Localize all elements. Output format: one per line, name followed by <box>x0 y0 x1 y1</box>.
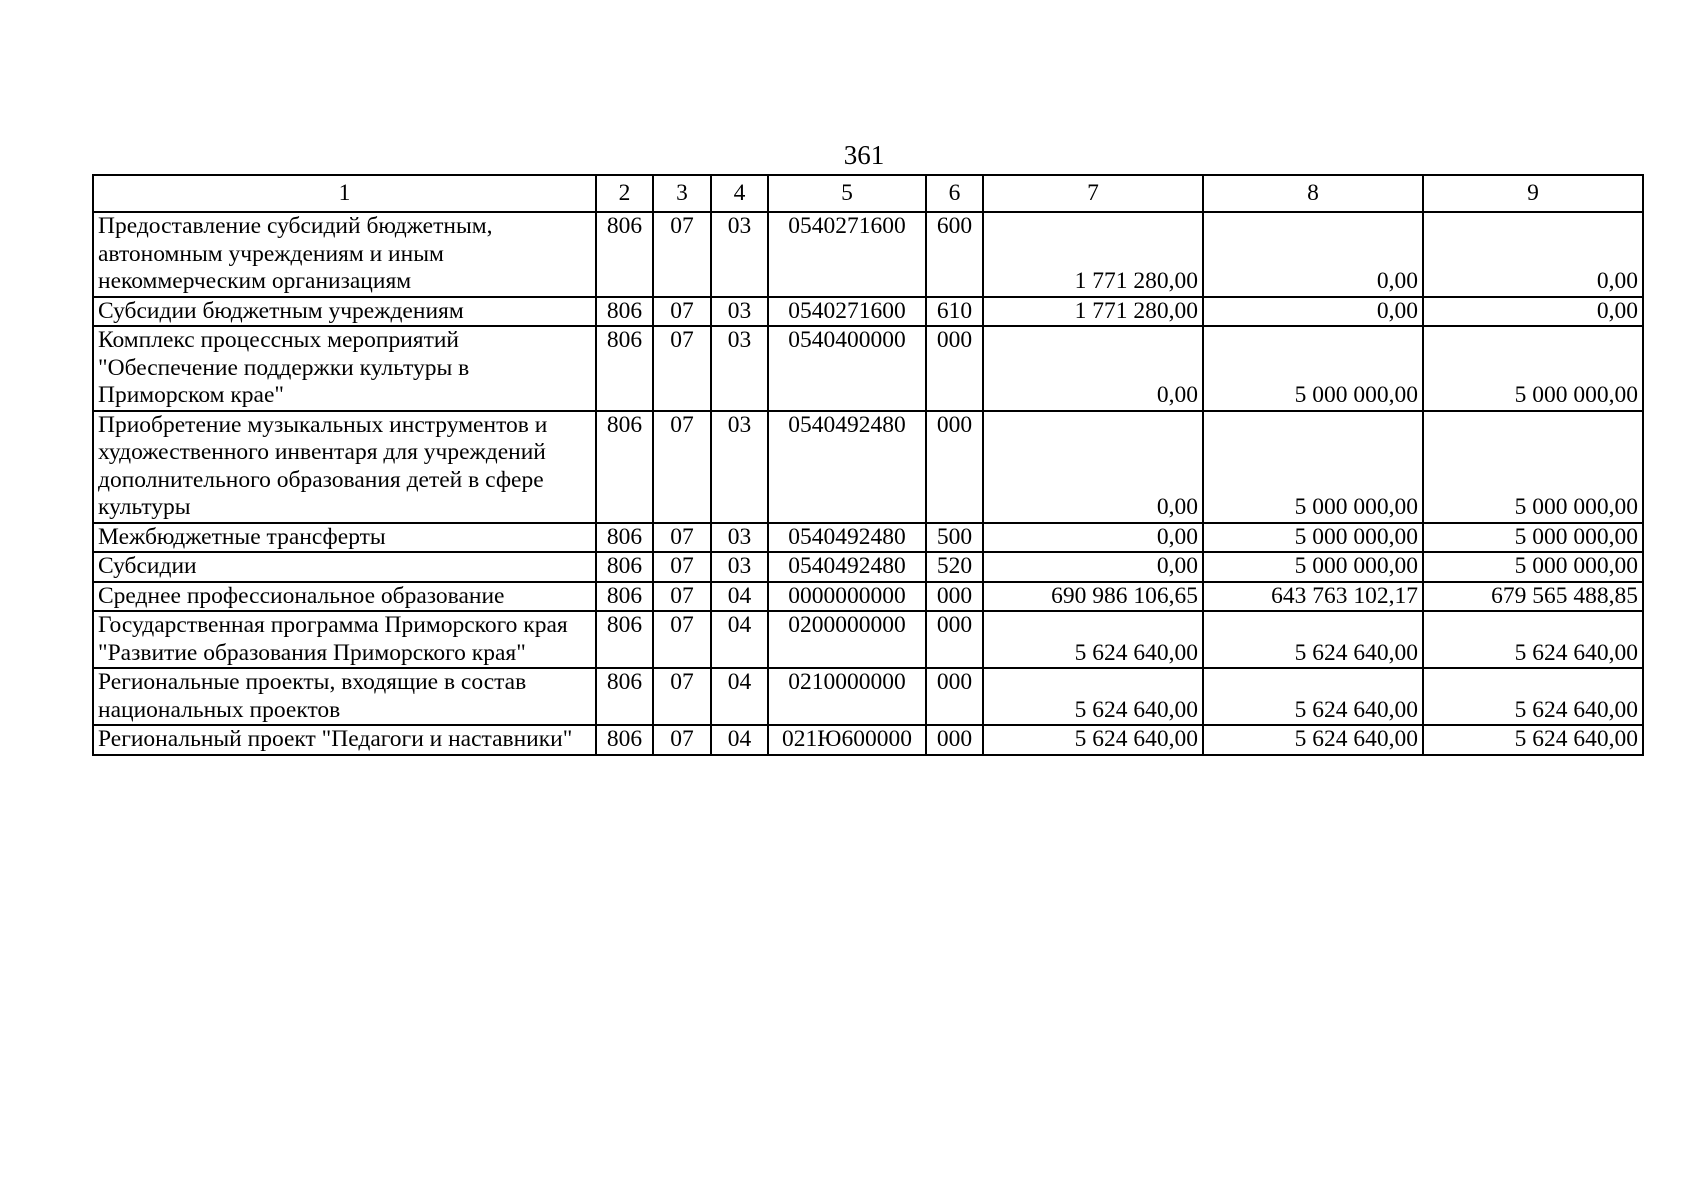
amount-col7: 690 986 106,65 <box>983 582 1203 612</box>
amount-col9: 679 565 488,85 <box>1423 582 1643 612</box>
table-row <box>93 552 1643 582</box>
table-row <box>93 297 1643 327</box>
subsection-code: 04 <box>711 725 768 755</box>
table-row <box>93 582 1643 612</box>
subsection-code: 03 <box>711 212 768 297</box>
section-code: 07 <box>653 411 711 523</box>
amount-col9: 5 000 000,00 <box>1423 523 1643 553</box>
amount-col7: 0,00 <box>983 523 1203 553</box>
column-header: 6 <box>926 175 983 212</box>
amount-col8: 5 000 000,00 <box>1203 552 1423 582</box>
section-code: 07 <box>653 523 711 553</box>
subsection-code: 03 <box>711 297 768 327</box>
expense-type-code: 000 <box>926 326 983 411</box>
column-header: 4 <box>711 175 768 212</box>
amount-col8: 5 000 000,00 <box>1203 411 1423 523</box>
target-code: 0540492480 <box>768 523 926 553</box>
section-code: 07 <box>653 212 711 297</box>
admin-code: 806 <box>596 668 653 725</box>
column-header: 5 <box>768 175 926 212</box>
item-name: Региональный проект "Педагоги и наставники" <box>93 725 596 755</box>
section-code: 07 <box>653 611 711 668</box>
expense-type-code: 610 <box>926 297 983 327</box>
amount-col9: 5 000 000,00 <box>1423 411 1643 523</box>
target-code: 0210000000 <box>768 668 926 725</box>
subsection-code: 03 <box>711 523 768 553</box>
item-name: Субсидии бюджетным учреждениям <box>93 297 596 327</box>
subsection-code: 04 <box>711 611 768 668</box>
amount-col7: 5 624 640,00 <box>983 668 1203 725</box>
amount-col7: 0,00 <box>983 411 1203 523</box>
target-code: 0200000000 <box>768 611 926 668</box>
subsection-code: 03 <box>711 411 768 523</box>
target-code: 0540271600 <box>768 297 926 327</box>
table-row <box>93 411 1643 523</box>
target-code: 0000000000 <box>768 582 926 612</box>
item-name: Среднее профессиональное образование <box>93 582 596 612</box>
budget-table <box>92 174 1644 756</box>
subsection-code: 03 <box>711 552 768 582</box>
subsection-code: 04 <box>711 582 768 612</box>
header-row <box>93 175 1643 212</box>
column-header: 2 <box>596 175 653 212</box>
expense-type-code: 000 <box>926 411 983 523</box>
expense-type-code: 600 <box>926 212 983 297</box>
section-code: 07 <box>653 297 711 327</box>
table-row <box>93 725 1643 755</box>
section-code: 07 <box>653 668 711 725</box>
admin-code: 806 <box>596 611 653 668</box>
amount-col9: 5 624 640,00 <box>1423 611 1643 668</box>
amount-col9: 5 000 000,00 <box>1423 552 1643 582</box>
page-number: 361 <box>843 140 885 170</box>
item-name: Субсидии <box>93 552 596 582</box>
item-name: Государственная программа Приморского края "Развитие образования Приморского края" <box>93 611 596 668</box>
section-code: 07 <box>653 582 711 612</box>
admin-code: 806 <box>596 582 653 612</box>
amount-col8: 0,00 <box>1203 297 1423 327</box>
admin-code: 806 <box>596 212 653 297</box>
table-row <box>93 668 1643 725</box>
admin-code: 806 <box>596 297 653 327</box>
item-name: Региональные проекты, входящие в состав национальных проектов <box>93 668 596 725</box>
amount-col7: 1 771 280,00 <box>983 212 1203 297</box>
amount-col7: 0,00 <box>983 552 1203 582</box>
target-code: 0540400000 <box>768 326 926 411</box>
admin-code: 806 <box>596 411 653 523</box>
target-code: 0540492480 <box>768 411 926 523</box>
column-header: 8 <box>1203 175 1423 212</box>
amount-col7: 1 771 280,00 <box>983 297 1203 327</box>
amount-col9: 0,00 <box>1423 212 1643 297</box>
amount-col8: 5 000 000,00 <box>1203 523 1423 553</box>
subsection-code: 04 <box>711 668 768 725</box>
target-code: 0540492480 <box>768 552 926 582</box>
amount-col8: 0,00 <box>1203 212 1423 297</box>
column-header: 1 <box>93 175 596 212</box>
expense-type-code: 000 <box>926 725 983 755</box>
admin-code: 806 <box>596 725 653 755</box>
column-header: 7 <box>983 175 1203 212</box>
table-row <box>93 212 1643 297</box>
item-name: Межбюджетные трансферты <box>93 523 596 553</box>
expense-type-code: 000 <box>926 582 983 612</box>
amount-col8: 5 000 000,00 <box>1203 326 1423 411</box>
amount-col8: 5 624 640,00 <box>1203 725 1423 755</box>
amount-col9: 0,00 <box>1423 297 1643 327</box>
item-name: Предоставление субсидий бюджетным, автономным учреждениям и иным некоммерческим организациям <box>93 212 596 297</box>
admin-code: 806 <box>596 523 653 553</box>
expense-type-code: 000 <box>926 668 983 725</box>
table-row <box>93 523 1643 553</box>
target-code: 021Ю600000 <box>768 725 926 755</box>
amount-col7: 5 624 640,00 <box>983 725 1203 755</box>
expense-type-code: 000 <box>926 611 983 668</box>
amount-col8: 5 624 640,00 <box>1203 611 1423 668</box>
subsection-code: 03 <box>711 326 768 411</box>
table-row <box>93 611 1643 668</box>
amount-col7: 0,00 <box>983 326 1203 411</box>
section-code: 07 <box>653 326 711 411</box>
amount-col8: 5 624 640,00 <box>1203 668 1423 725</box>
expense-type-code: 500 <box>926 523 983 553</box>
admin-code: 806 <box>596 552 653 582</box>
amount-col8: 643 763 102,17 <box>1203 582 1423 612</box>
amount-col9: 5 624 640,00 <box>1423 668 1643 725</box>
item-name: Приобретение музыкальных инструментов и художественного инвентаря для учреждений дополнительного образования детей в сфере культуры <box>93 411 596 523</box>
column-header: 9 <box>1423 175 1643 212</box>
admin-code: 806 <box>596 326 653 411</box>
section-code: 07 <box>653 725 711 755</box>
column-header: 3 <box>653 175 711 212</box>
item-name: Комплекс процессных мероприятий "Обеспечение поддержки культуры в Приморском крае" <box>93 326 596 411</box>
section-code: 07 <box>653 552 711 582</box>
table-row <box>93 326 1643 411</box>
target-code: 0540271600 <box>768 212 926 297</box>
expense-type-code: 520 <box>926 552 983 582</box>
amount-col9: 5 000 000,00 <box>1423 326 1643 411</box>
amount-col9: 5 624 640,00 <box>1423 725 1643 755</box>
amount-col7: 5 624 640,00 <box>983 611 1203 668</box>
